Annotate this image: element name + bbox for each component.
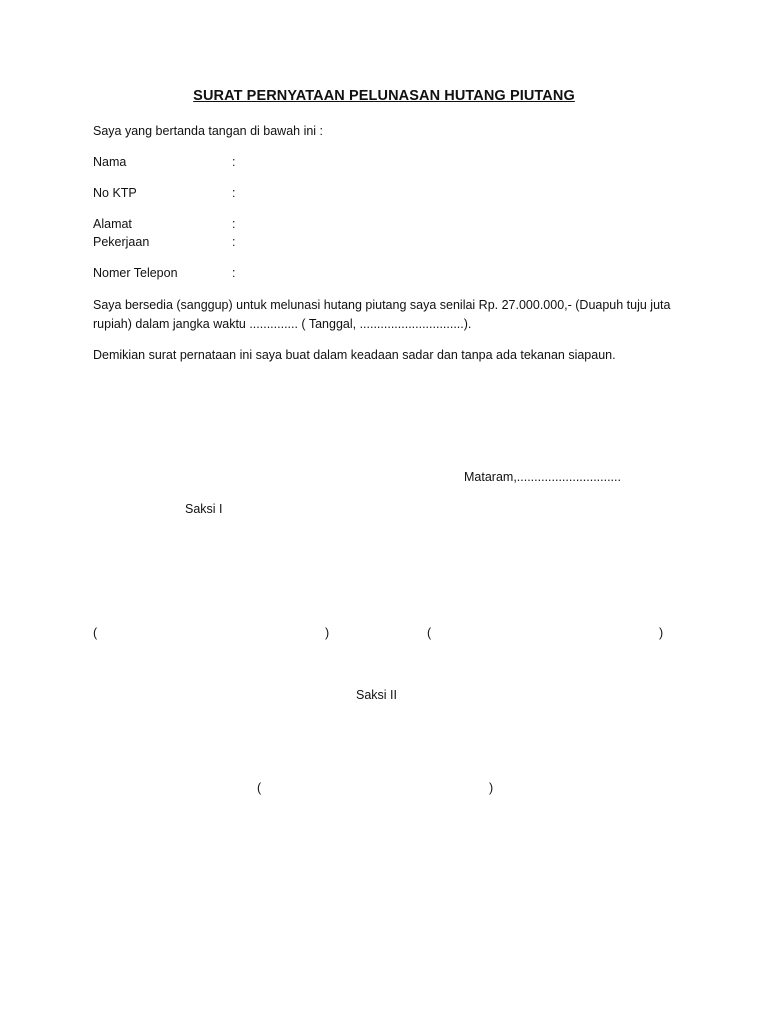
- signature-3-close-paren: ): [489, 781, 494, 795]
- field-colon-alamat: :: [232, 217, 236, 231]
- witness-2-label: Saksi II: [356, 688, 397, 702]
- intro-text: Saya yang bertanda tangan di bawah ini :: [93, 124, 324, 138]
- field-label-no-ktp: No KTP: [93, 186, 137, 200]
- field-colon-pekerjaan: :: [232, 235, 236, 249]
- field-label-nama: Nama: [93, 155, 127, 169]
- field-colon-nama: :: [232, 155, 236, 169]
- field-label-alamat: Alamat: [93, 217, 132, 231]
- field-label-nomer-telepon: Nomer Telepon: [93, 266, 178, 280]
- field-colon-nomer-telepon: :: [232, 266, 236, 280]
- signature-1-close-paren: ): [325, 626, 330, 640]
- place-date: Mataram,..............................: [464, 470, 621, 484]
- signature-1-open-paren: (: [93, 626, 98, 640]
- signature-2-open-paren: (: [427, 626, 432, 640]
- closing-paragraph: Demikian surat pernataan ini saya buat dalam keadaan sadar dan tanpa ada tekanan siapaun.: [93, 348, 616, 362]
- signature-3-open-paren: (: [257, 781, 262, 795]
- field-label-pekerjaan: Pekerjaan: [93, 235, 150, 249]
- document-title: SURAT PERNYATAAN PELUNASAN HUTANG PIUTANG: [193, 88, 575, 104]
- signature-2-close-paren: ): [659, 626, 664, 640]
- witness-1-label: Saksi I: [185, 502, 223, 516]
- statement-paragraph: Saya bersedia (sanggup) untuk melunasi hutang piutang saya senilai Rp. 27.000.000,- (Duapuh tuju juta rupiah) dalam jangka waktu .............. ( Tanggal, ..............................).: [93, 298, 671, 331]
- field-colon-no-ktp: :: [232, 186, 236, 200]
